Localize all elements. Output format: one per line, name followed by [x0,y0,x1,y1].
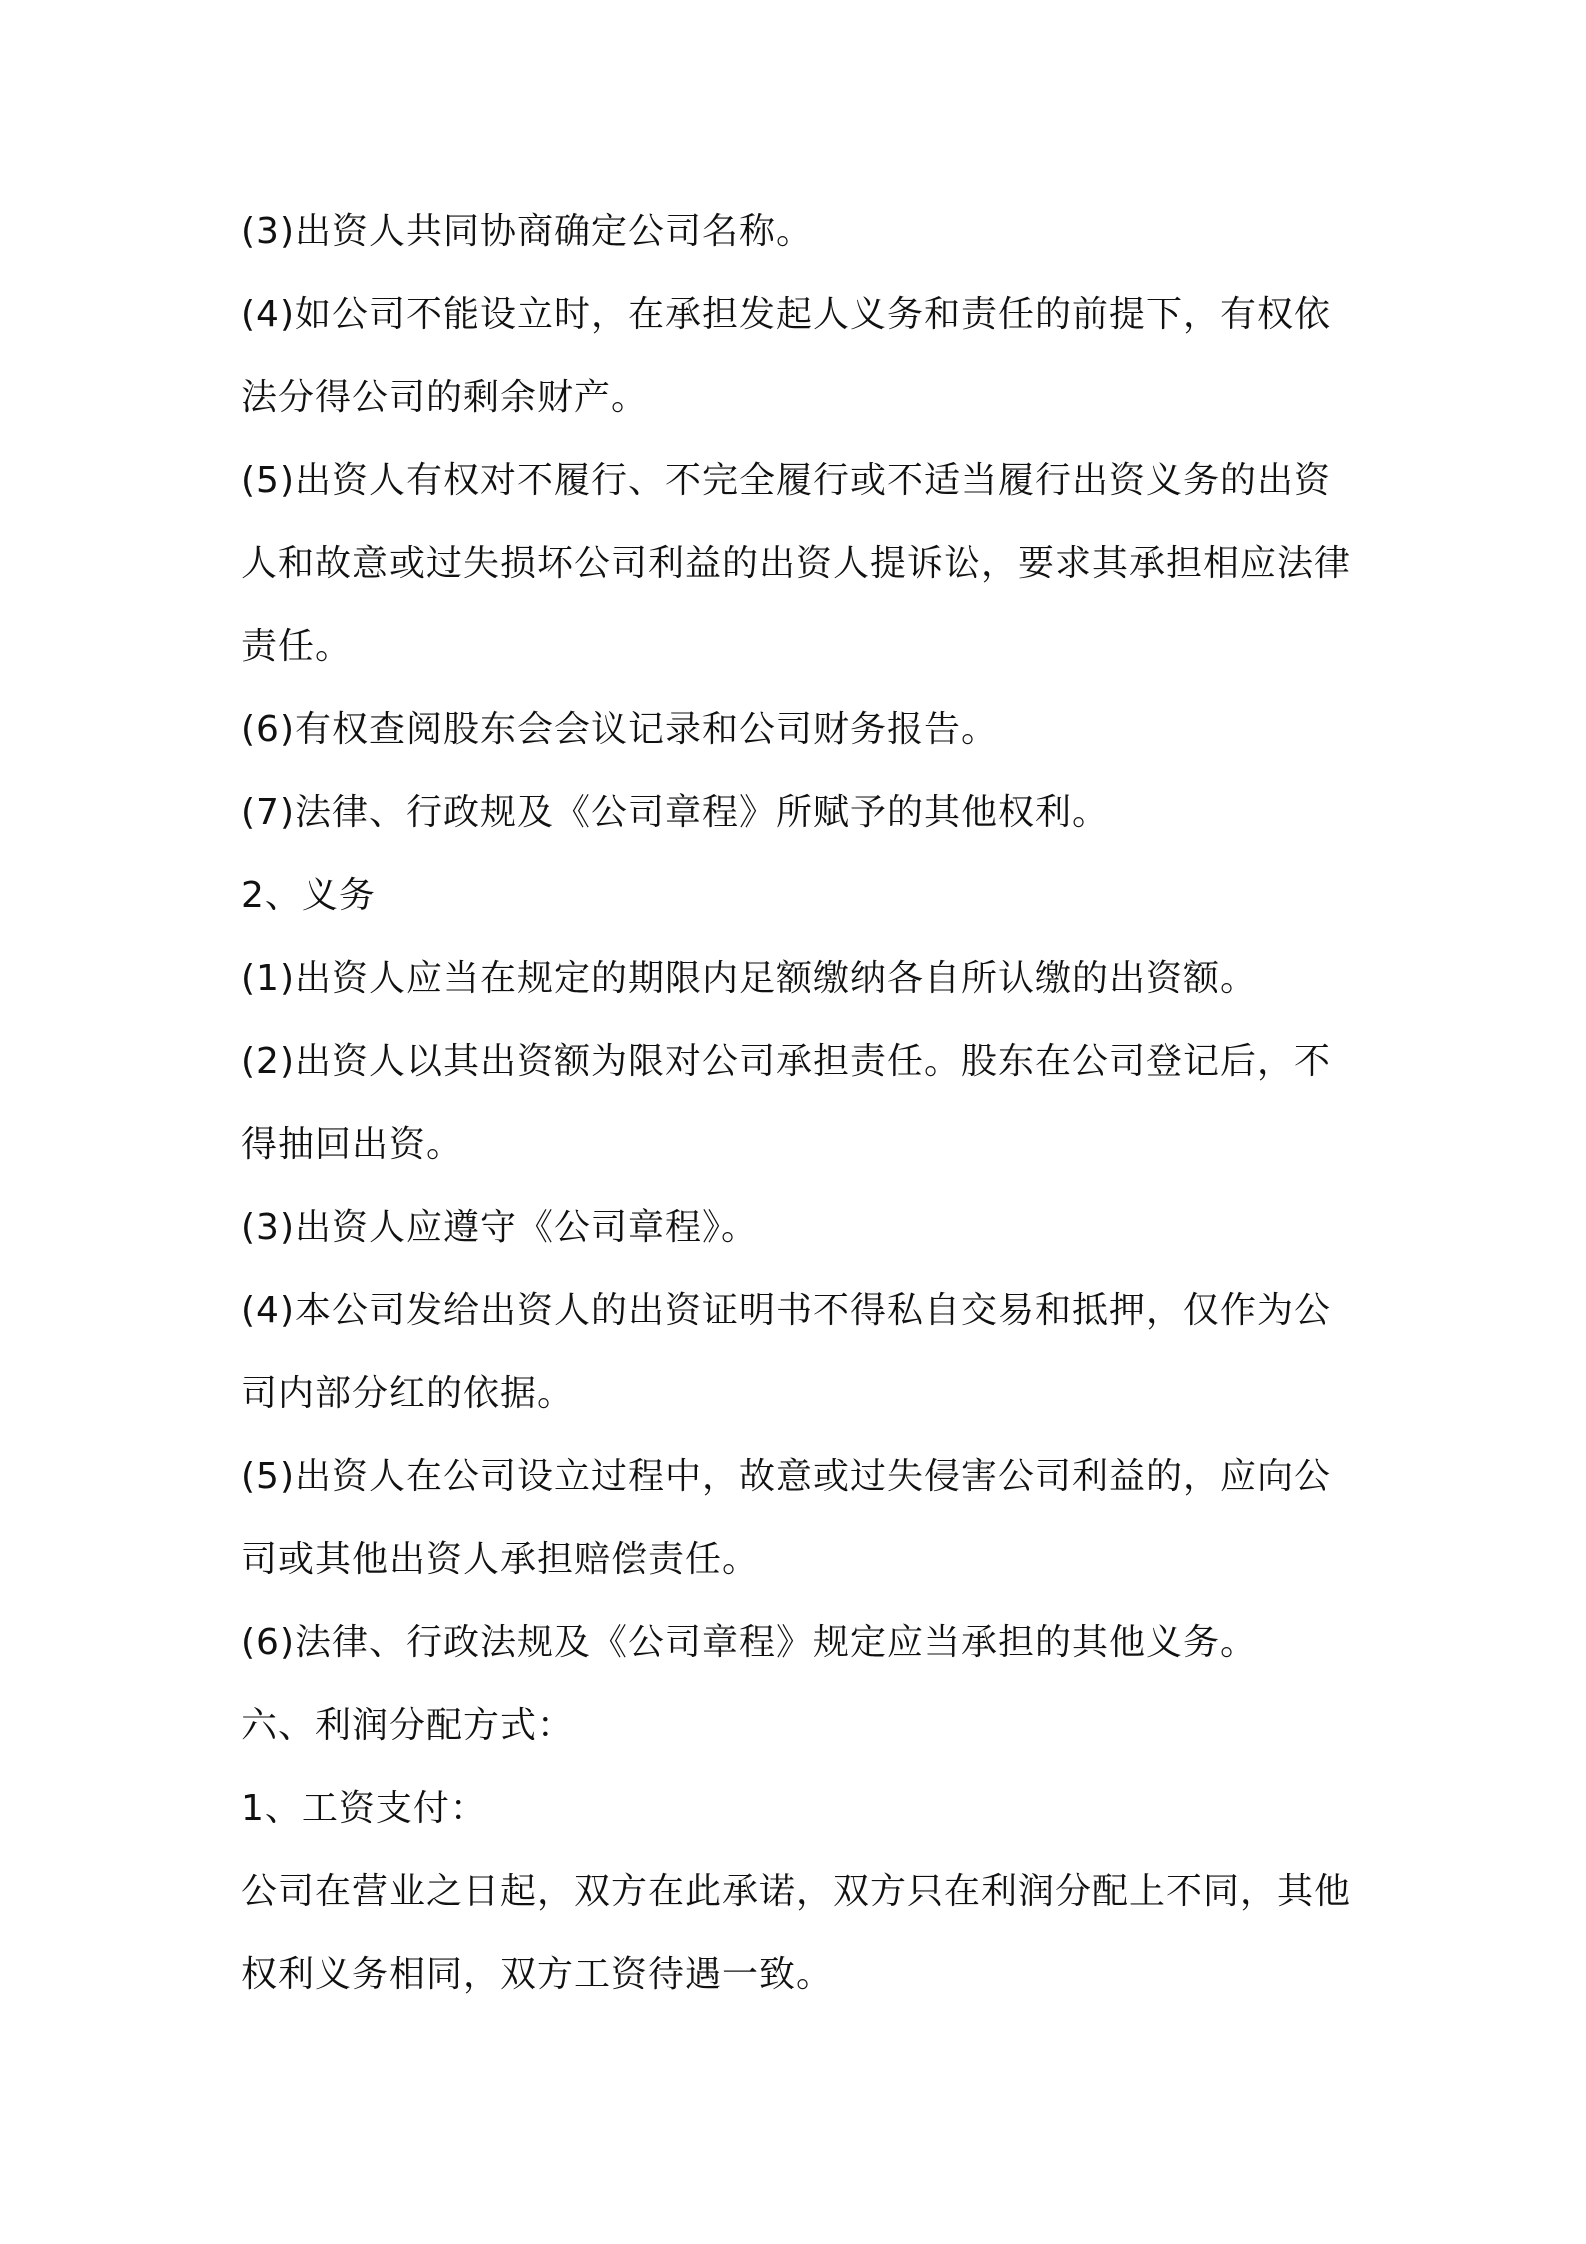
text-line: (3)出资人应遵守《公司章程》。 [241,1207,758,1248]
text-line: (5)出资人有权对不履行、不完全履行或不适当履行出资义务的出资 [241,460,1331,501]
section-heading: 2、义务 [241,875,376,916]
document-body [241,190,1366,2016]
text-line: 得抽回出资。 [241,1124,464,1165]
text-line: (2)出资人以其出资额为限对公司承担责任。股东在公司登记后，不 [241,1041,1331,1082]
text-line: (4)本公司发给出资人的出资证明书不得私自交易和抵押，仅作为公 [241,1290,1331,1331]
text-line: 责任。 [241,626,353,667]
text-line: (3)出资人共同协商确定公司名称。 [241,211,813,252]
text-line: (7)法律、行政规及《公司章程》所赋予的其他权利。 [241,792,1109,833]
text-line: (6)法律、行政法规及《公司章程》规定应当承担的其他义务。 [241,1622,1257,1663]
text-line: (6)有权查阅股东会会议记录和公司财务报告。 [241,709,998,750]
text-line: (5)出资人在公司设立过程中，故意或过失侵害公司利益的，应向公 [241,1456,1331,1497]
text-line: 权利义务相同，双方工资待遇一致。 [241,1954,834,1995]
text-line: 司或其他出资人承担赔偿责任。 [241,1539,760,1580]
text-line: 司内部分红的依据。 [241,1373,575,1414]
section-heading: 1、工资支付： [241,1788,487,1829]
text-line: (1)出资人应当在规定的期限内足额缴纳各自所认缴的出资额。 [241,958,1257,999]
text-line: 人和故意或过失损坏公司利益的出资人提诉讼，要求其承担相应法律 [241,543,1352,584]
section-heading: 六、利润分配方式： [241,1705,575,1746]
text-line: (4)如公司不能设立时，在承担发起人义务和责任的前提下，有权依 [241,294,1331,335]
text-line: 法分得公司的剩余财产。 [241,377,649,418]
text-line: 公司在营业之日起，双方在此承诺，双方只在利润分配上不同，其他 [241,1871,1352,1912]
